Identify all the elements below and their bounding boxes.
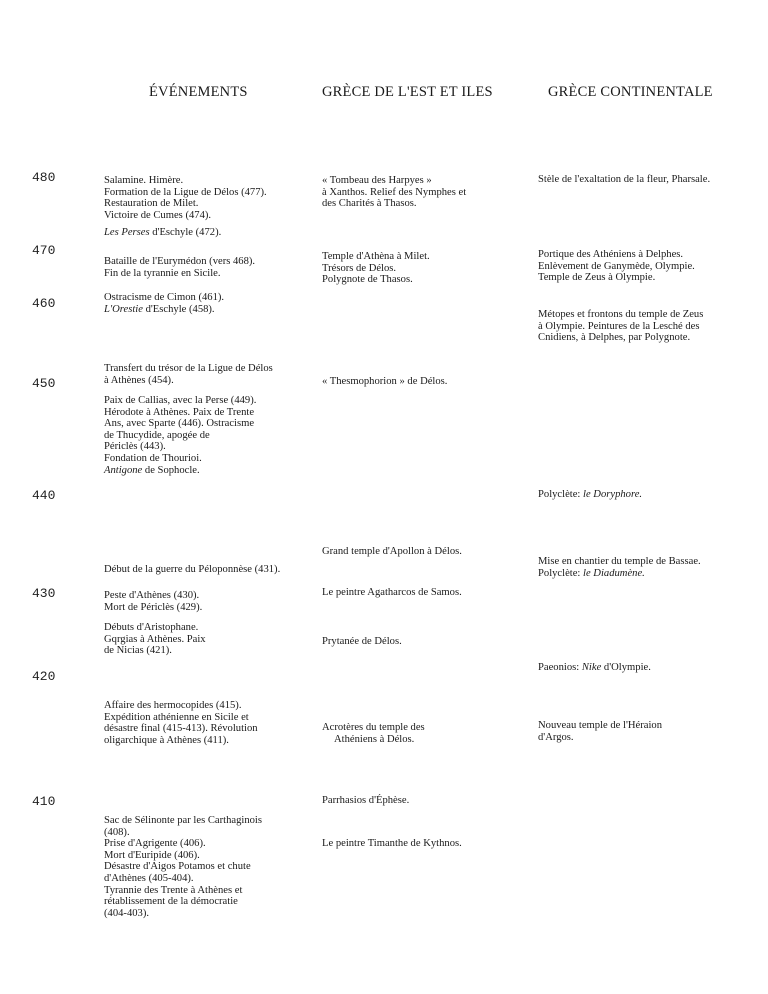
event-line: Restauration de Milet. [104, 198, 199, 210]
east-block-acroteres [322, 722, 425, 745]
header-events: ÉVÉNEMENTS [149, 84, 248, 100]
event-line: Paix de Callias, avec la Perse (449). [104, 395, 257, 406]
cont-line: à Olympie. Peintures de la Lesché des [538, 320, 700, 332]
event-line: Affaire des hermocopides (415). [104, 700, 242, 711]
event-line: de Thucydide, apogée de [104, 429, 210, 441]
event-block-468 [104, 256, 255, 279]
event-line: Les Perses d'Eschyle (472). [104, 227, 222, 238]
event-block-449 [104, 395, 256, 476]
event-line: Transfert du trésor de la Ligue de Délos [104, 363, 273, 374]
cont-block-portique [538, 249, 695, 284]
cont-line: Temple de Zeus à Olympie. [538, 272, 656, 284]
year-410: 410 [32, 794, 56, 809]
header-east: GRÈCE DE L'EST ET ILES [322, 84, 493, 100]
event-line: Ostracisme de Cimon (461). [104, 292, 225, 303]
event-block-421 [104, 622, 206, 657]
event-block-461 [104, 292, 224, 315]
east-line: des Charités à Thasos. [322, 198, 417, 210]
year-430: 430 [32, 586, 56, 601]
east-block-agatharcos [322, 587, 462, 599]
event-block-472 [104, 227, 221, 239]
event-line: Début de la guerre du Péloponnèse (431). [104, 564, 281, 575]
work-title: Les Perses [104, 227, 150, 238]
cont-line: Polyclète: le Doryphore. [538, 489, 643, 500]
east-line: Athéniens à Délos. [334, 733, 415, 745]
event-line: Désastre d'Aigos Potamos et chute [104, 861, 251, 873]
event-line: Formation de la Ligue de Délos (477). [104, 186, 267, 198]
event-line: (404-403). [104, 907, 150, 919]
east-line: Trésors de Délos. [322, 262, 397, 274]
event-block-415 [104, 700, 258, 746]
east-line: Prytanée de Délos. [322, 636, 402, 647]
year-470: 470 [32, 243, 56, 258]
event-line: de Nicias (421). [104, 645, 172, 657]
cont-line: Métopes et frontons du temple de Zeus [538, 309, 704, 320]
event-block-431 [104, 564, 280, 576]
event-line: Salamine. Himère. [104, 175, 184, 186]
event-block-430 [104, 590, 202, 613]
event-line: Hérodote à Athènes. Paix de Trente [104, 406, 255, 418]
east-block-apollon [322, 546, 462, 558]
event-line: Fin de la tyrannie en Sicile. [104, 267, 221, 279]
east-line: Parrhasios d'Éphèse. [322, 795, 410, 806]
work-title: le Diadumène. [583, 567, 645, 579]
east-line: « Tombeau des Harpyes » [322, 175, 432, 186]
event-line: Fondation de Thourioi. [104, 452, 202, 464]
east-line: à Xanthos. Relief des Nymphes et [322, 186, 467, 198]
event-line: Expédition athénienne en Sicile et [104, 711, 249, 723]
east-line: Acrotères du temple des [322, 722, 425, 733]
header-continental: GRÈCE CONTINENTALE [548, 84, 713, 100]
cont-line: Polyclète: le Diadumène. [538, 567, 645, 579]
year-420: 420 [32, 669, 56, 684]
event-line: Victoire de Cumes (474). [104, 209, 212, 221]
event-line: Tyrannie des Trente à Athènes et [104, 884, 243, 896]
event-line: Mort d'Euripide (406). [104, 849, 200, 861]
event-line: Gqrgias à Athènes. Paix [104, 633, 206, 645]
event-line: Prise d'Agrigente (406). [104, 838, 206, 850]
cont-line: Enlèvement de Ganymède, Olympie. [538, 260, 695, 272]
east-block-parrhasios [322, 795, 409, 807]
event-line: d'Athènes (405-404). [104, 872, 194, 884]
event-line: Bataille de l'Eurymédon (vers 468). [104, 256, 256, 267]
event-line: Ans, avec Sparte (446). Ostracisme [104, 418, 255, 430]
event-line: à Athènes (454). [104, 374, 174, 386]
work-title: Nike [581, 662, 602, 673]
east-line: Polygnote de Thasos. [322, 274, 413, 286]
cont-block-doryphore [538, 489, 642, 501]
cont-block-heraion [538, 720, 662, 743]
event-line: Sac de Sélinonte par les Carthaginois [104, 815, 262, 826]
cont-block-bassae [538, 556, 701, 579]
cont-block-metopes [538, 309, 703, 344]
event-line: (408). [104, 826, 130, 838]
cont-block-paeonios [538, 662, 651, 674]
east-block-timanthe [322, 838, 462, 850]
cont-line: Nouveau temple de l'Héraion [538, 720, 662, 731]
cont-line: Paeonios: Nike d'Olympie. [538, 662, 651, 673]
event-line: oligarchique à Athènes (411). [104, 734, 229, 746]
event-line: rétablissement de la démocratie [104, 896, 238, 908]
event-line: désastre final (415-413). Révolution [104, 723, 258, 735]
east-line: Temple d'Athèna à Milet. [322, 251, 430, 262]
cont-line: d'Argos. [538, 731, 574, 743]
event-line: L'Orestie d'Eschyle (458). [104, 303, 215, 315]
east-block-thesmophorion [322, 376, 447, 388]
cont-line: Mise en chantier du temple de Bassae. [538, 556, 701, 567]
east-block-harpyes [322, 175, 466, 210]
event-line: Débuts d'Aristophane. [104, 622, 199, 633]
event-line: Peste d'Athènes (430). [104, 590, 200, 601]
cont-line: Portique des Athéniens à Delphes. [538, 249, 684, 260]
year-480: 480 [32, 170, 56, 185]
east-block-athena [322, 251, 430, 286]
east-line: Grand temple d'Apollon à Délos. [322, 546, 462, 557]
event-line: Antigone de Sophocle. [104, 464, 200, 476]
work-title: Antigone [104, 464, 143, 476]
year-450: 450 [32, 376, 56, 391]
cont-block-stele [538, 174, 710, 186]
event-line: Périclès (443). [104, 441, 166, 453]
east-line: « Thesmophorion » de Délos. [322, 376, 448, 387]
event-block-480 [104, 175, 267, 221]
year-460: 460 [32, 296, 56, 311]
cont-line: Stèle de l'exaltation de la fleur, Pharsale. [538, 174, 711, 185]
work-title: L'Orestie [104, 303, 143, 315]
year-440: 440 [32, 488, 56, 503]
east-block-prytanee [322, 636, 402, 648]
work-title: le Doryphore. [583, 489, 643, 500]
east-line: Le peintre Agatharcos de Samos. [322, 587, 462, 598]
east-line: Le peintre Timanthe de Kythnos. [322, 838, 462, 849]
event-block-454 [104, 363, 273, 386]
event-line: Mort de Périclès (429). [104, 601, 203, 613]
event-block-408 [104, 815, 262, 919]
cont-line: Cnidiens, à Delphes, par Polygnote. [538, 332, 691, 344]
